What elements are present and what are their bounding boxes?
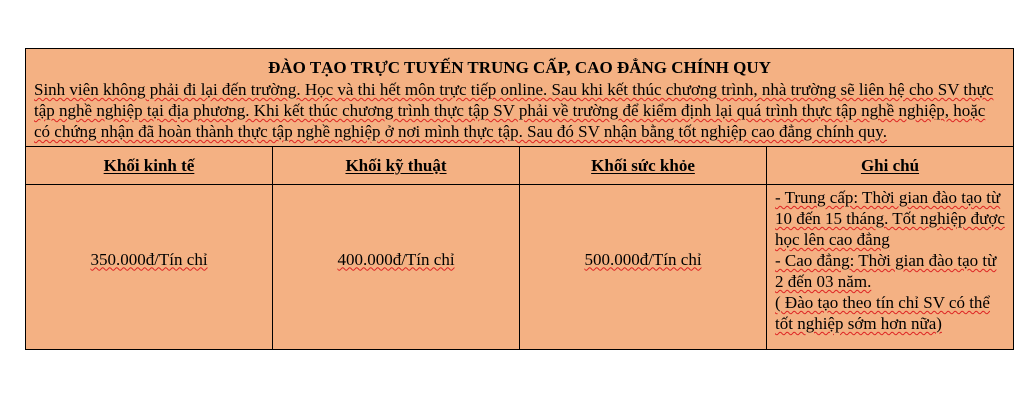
intro-paragraph: Sinh viên không phải đi lại đến trường. Học và thi hết môn trực tiếp online. Sau khi kết thúc chương trình, nhà trường sẽ liên hệ cho SV thực tập nghề nghiệp tại địa phương. Khi kết thúc chương trình thực tập SV phải về trường để kiểm định lại quá trình thực tập nghề nghiệp, hoặc có chứng nhận đã hoàn thành thực tập nghề nghiệp ở nơi mình thực tập. Sau đó SV nhận bằng tốt nghiệp cao đẳng chính quy. [34, 80, 994, 141]
header-health: Khối sức khỏe [520, 147, 767, 185]
training-info-table [25, 48, 1014, 350]
price-engineering: 400.000đ/Tín chỉ [337, 249, 455, 269]
header-row [26, 147, 1014, 185]
notes-cell [767, 185, 1014, 350]
header-economics: Khối kinh tế [26, 147, 273, 185]
price-row [26, 185, 1014, 350]
price-health: 500.000đ/Tín chỉ [584, 249, 702, 269]
title-row [26, 49, 1014, 147]
note-intermediate: - Trung cấp: Thời gian đào tạo từ 10 đến 15 tháng. Tốt nghiệp được học lên cao đẳng [775, 188, 1005, 249]
note-credits: ( Đào tạo theo tín chỉ SV có thể tốt nghiệp sớm hơn nữa) [775, 293, 990, 333]
note-college: - Cao đẳng: Thời gian đào tạo từ 2 đến 03 năm. [775, 251, 997, 291]
table-title: ĐÀO TẠO TRỰC TUYẾN TRUNG CẤP, CAO ĐẲNG CHÍNH QUY [268, 58, 771, 77]
header-notes: Ghi chú [767, 147, 1014, 185]
title-cell [26, 49, 1014, 147]
price-economics: 350.000đ/Tín chỉ [90, 249, 208, 269]
header-engineering: Khối kỹ thuật [273, 147, 520, 185]
